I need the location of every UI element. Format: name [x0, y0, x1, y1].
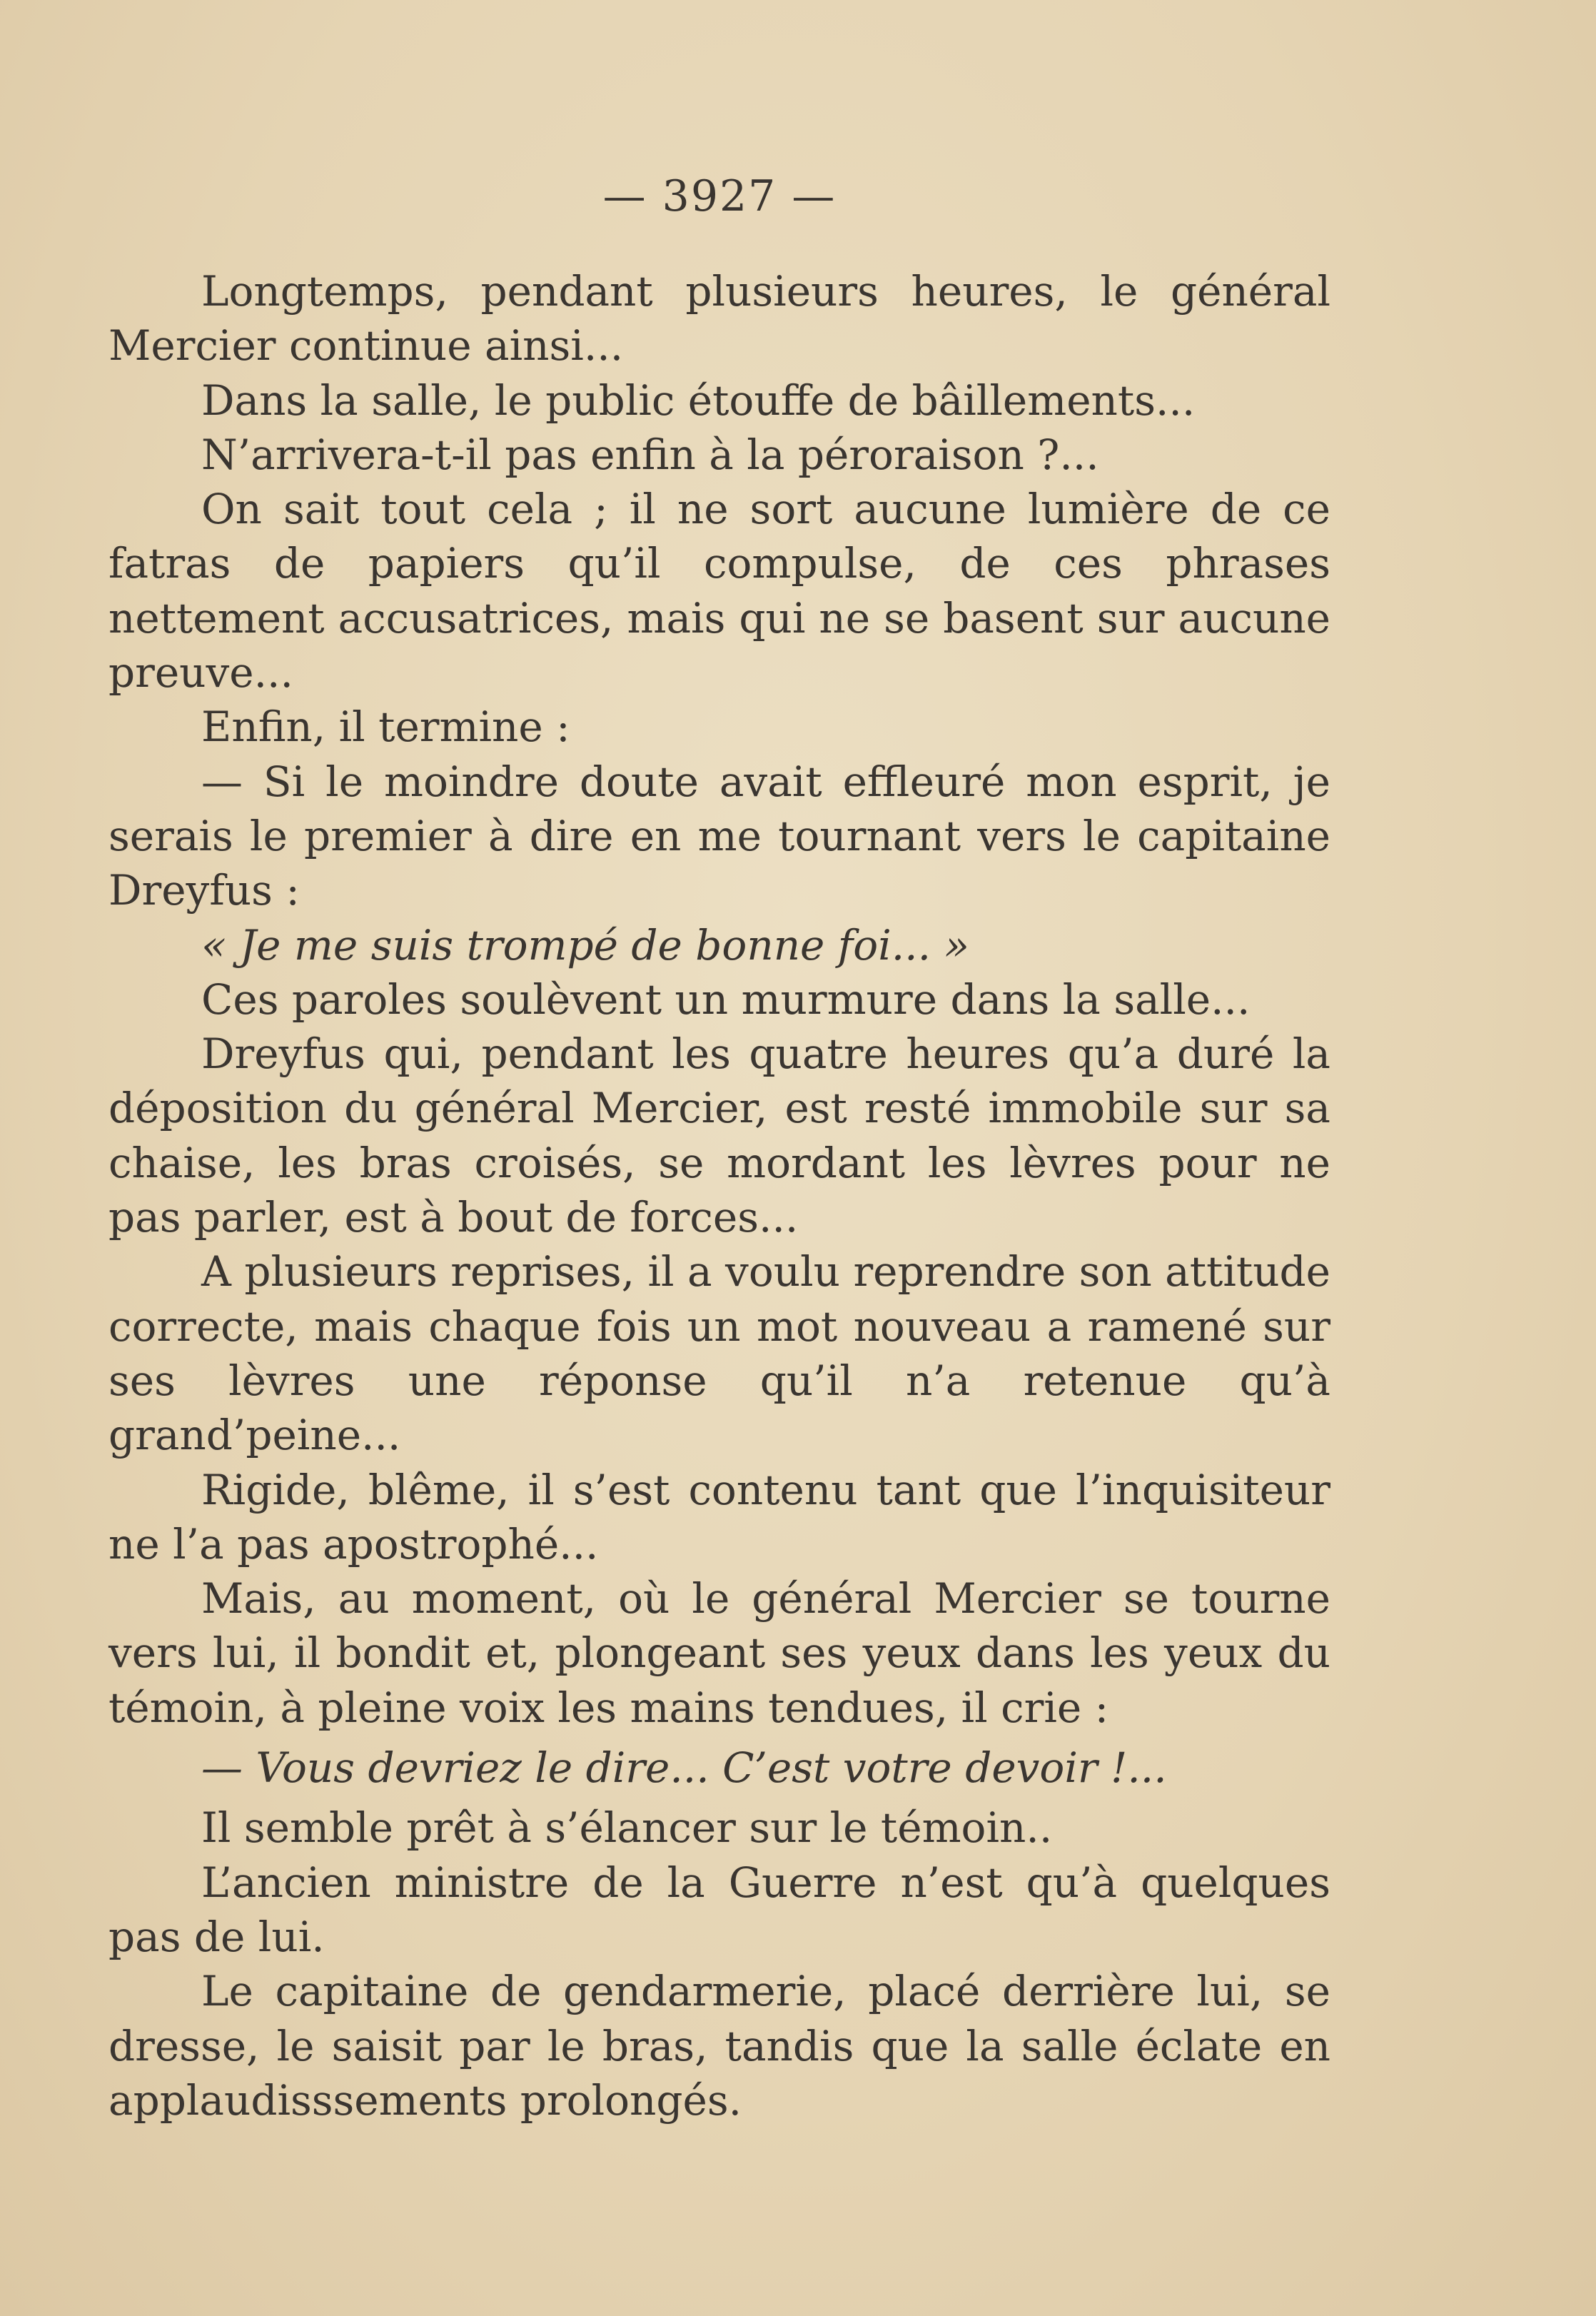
- paragraph: Mais, au moment, où le général Mercier se tourne vers lui, il bondit et, plongeant ses yeux dans les yeux du témoin, à pleine voix les mains tendues, il crie :: [108, 1574, 1330, 1732]
- paragraph: Dans la salle, le public étouffe de bâillements...: [201, 376, 1196, 425]
- paragraph: Le capitaine de gendarmerie, placé derrière lui, se dresse, le saisit par le bras, tandis que la salle éclate en applaudisssements prolongés.: [108, 1967, 1330, 2125]
- paragraph: Enfin, il termine :: [201, 703, 570, 752]
- paragraph: A plusieurs reprises, il a voulu reprendre son attitude correcte, mais chaque fois un mot nouveau a ramené sur ses lèvres une réponse qu’il n’a retenue qu’à grand’peine...: [108, 1247, 1330, 1460]
- body-text: [108, 264, 1330, 2128]
- paragraph: On sait tout cela ; il ne sort aucune lumière de ce fatras de papiers qu’il compulse, de ces phrases nettement accusatrices, mais qui ne se basent sur aucune preuve...: [108, 485, 1330, 698]
- paragraph: — Si le moindre doute avait effleuré mon esprit, je serais le premier à dire en me tournant vers le capitaine Dreyfus :: [108, 757, 1330, 915]
- paragraph: Ces paroles soulèvent un murmure dans la salle...: [201, 975, 1251, 1024]
- paragraph: Il semble prêt à s’élancer sur le témoin..: [201, 1803, 1053, 1853]
- paragraph: Rigide, blême, il s’est contenu tant que l’inquisiteur ne l’a pas apostrophé...: [108, 1465, 1330, 1569]
- paragraph: L’ancien ministre de la Guerre n’est qu’à quelques pas de lui.: [108, 1858, 1330, 1961]
- quoted-statement: « Je me suis trompé de bonne foi... »: [201, 920, 969, 970]
- paragraph: Dreyfus qui, pendant les quatre heures qu’a duré la déposition du général Mercier, est resté immobile sur sa chaise, les bras croisés, se mordant les lèvres pour ne pas parler, est à bout de forces...: [108, 1029, 1330, 1242]
- paragraph: Longtemps, pendant plusieurs heures, le général Mercier continue ainsi...: [108, 267, 1330, 371]
- paragraph: N’arrivera-t-il pas enfin à la péroraison ?...: [201, 430, 1099, 479]
- dreyfus-exclamation: — Vous devriez le dire... C’est votre devoir !...: [201, 1743, 1167, 1793]
- page-number: — 3927 —: [602, 171, 837, 221]
